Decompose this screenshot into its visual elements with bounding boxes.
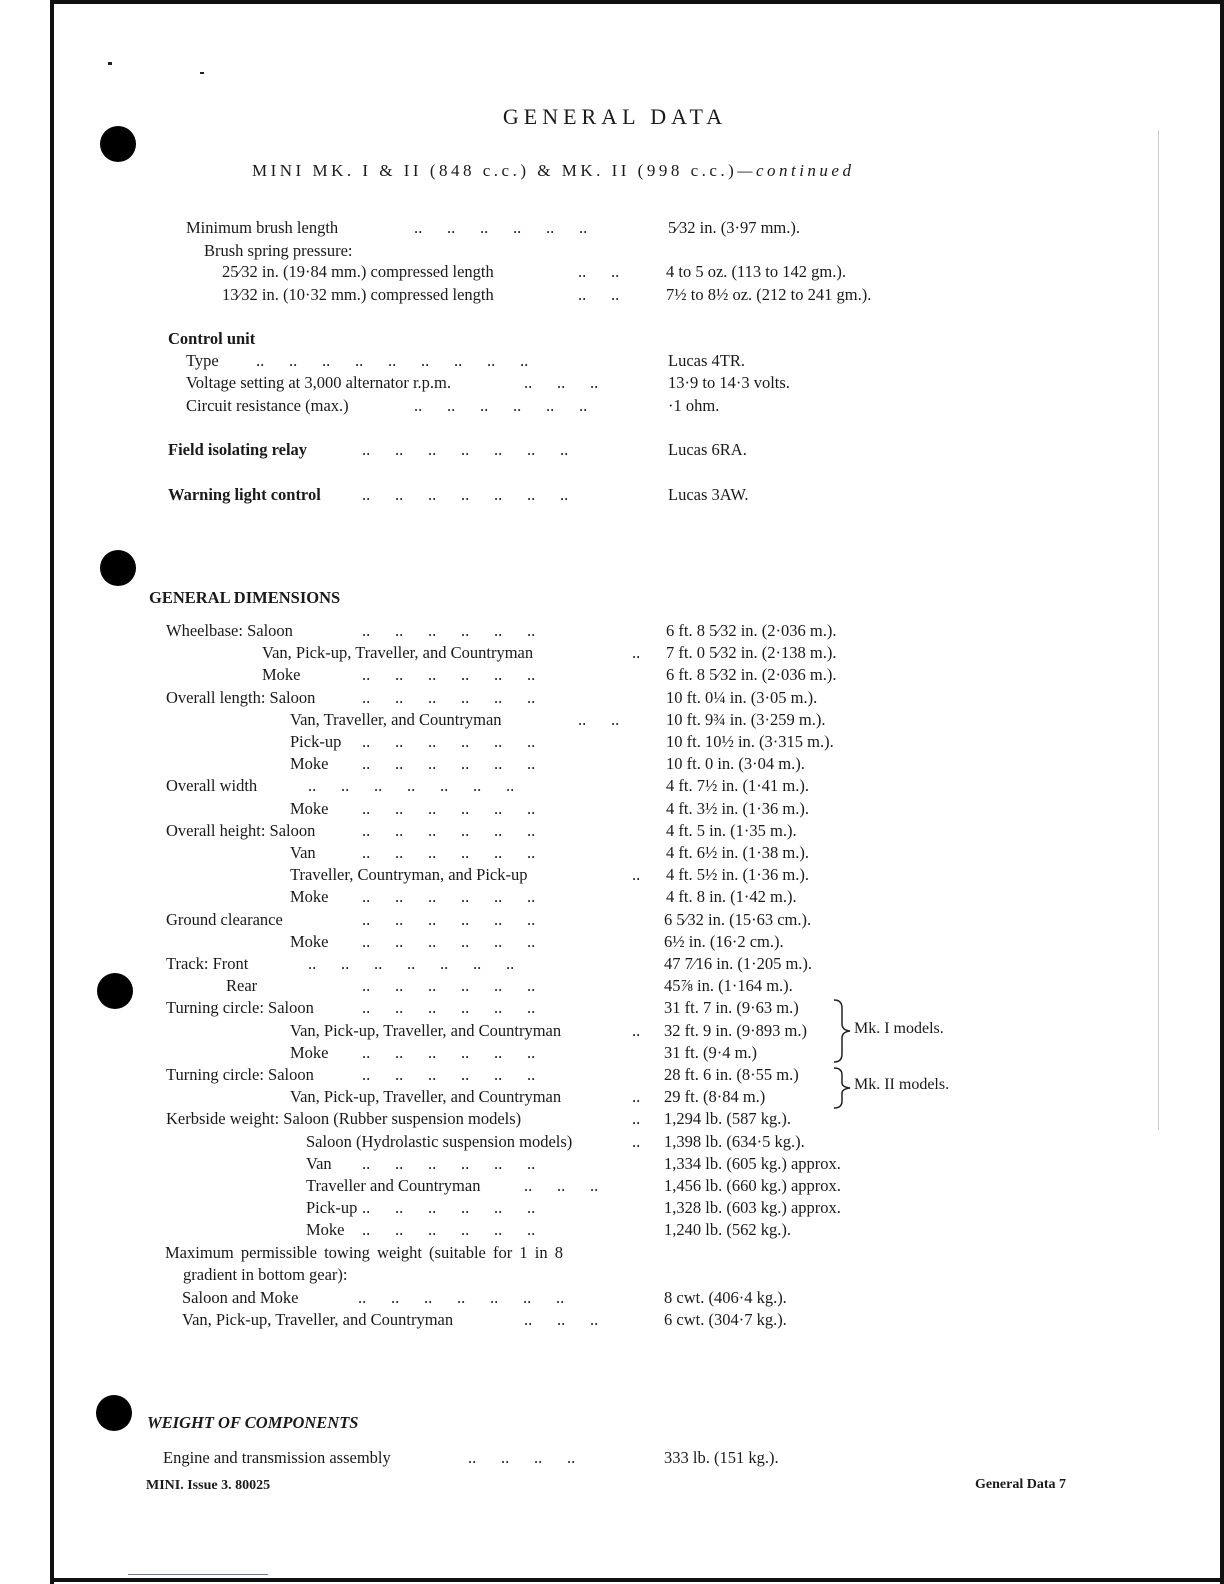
- dimension-label: Pick-up: [290, 732, 342, 751]
- dimension-label: Moke: [290, 1042, 329, 1062]
- dimension-value: 6 ft. 8 5⁄32 in. (2·036 m.).: [666, 665, 837, 685]
- punch-hole: [97, 973, 133, 1009]
- components-heading: WEIGHT OF COMPONENTS: [147, 1413, 359, 1432]
- towing-1-label: Saloon and Moke: [182, 1288, 299, 1307]
- mk1-note: Mk. I models.: [854, 1020, 944, 1037]
- dimension-label: Moke: [306, 1220, 345, 1240]
- dimension-value: 4 ft. 5 in. (1·35 m.).: [666, 820, 797, 840]
- dimension-value: 10 ft. 10½ in. (3·315 m.).: [666, 732, 834, 751]
- leader-dots: .. .. .. .. .. ..: [362, 1153, 536, 1173]
- dimension-value: 6 5⁄32 in. (15·63 cm.).: [664, 909, 812, 929]
- dimension-label: Van, Pick-up, Traveller, and Countryman: [262, 643, 534, 663]
- circuit-resistance-label: Circuit resistance (max.): [186, 396, 349, 415]
- dimension-value: 4 ft. 6½ in. (1·38 m.).: [666, 843, 809, 862]
- voltage-setting-label: Voltage setting at 3,000 alternator r.p.m.: [186, 373, 452, 392]
- towing-line-1: Maximum permissible towing weight (suitable for 1 in 8: [165, 1243, 563, 1262]
- leader-dots: .. .. .. .. .. ..: [362, 843, 536, 862]
- spring-2-value: 7½ to 8½ oz. (212 to 241 gm.).: [666, 285, 872, 304]
- dimension-value: 45⅞ in. (1·164 m.).: [664, 976, 793, 996]
- dimension-label: Van: [290, 843, 316, 862]
- punch-hole: [100, 550, 136, 586]
- leader-dots: .. .. ..: [524, 373, 599, 392]
- page-border-left: [50, 0, 54, 1584]
- scan-line: [128, 1574, 268, 1575]
- leader-dots: .. .. .. .. .. ..: [362, 754, 536, 774]
- page-title: GENERAL DATA: [502, 104, 728, 129]
- dimension-value: 10 ft. 0¼ in. (3·05 m.).: [666, 687, 818, 707]
- leader-dots: .. .. .. .. .. ..: [362, 909, 536, 929]
- dimension-label: Van, Traveller, and Countryman: [290, 709, 502, 729]
- leader-dots: .. .. .. .. .. .. ..: [358, 1288, 565, 1307]
- leader-dots: .. .. ..: [524, 1310, 599, 1329]
- leader-dots: .. .. .. .. .. ..: [362, 798, 536, 818]
- dimensions-heading: GENERAL DIMENSIONS: [149, 588, 341, 607]
- field-relay-label: Field isolating relay: [168, 440, 308, 459]
- leader-dots: .. ..: [578, 262, 620, 281]
- dimension-value: 29 ft. (8·84 m.): [664, 1087, 766, 1107]
- dimension-label: Saloon (Hydrolastic suspension models): [306, 1131, 573, 1151]
- dimension-value: 31 ft. 7 in. (9·63 m.): [664, 998, 799, 1018]
- towing-line-2: gradient in bottom gear):: [183, 1265, 348, 1284]
- dimension-value: 1,456 lb. (660 kg.) approx.: [664, 1176, 841, 1195]
- dimension-label: Moke: [290, 754, 329, 774]
- dimension-value: 4 ft. 5½ in. (1·36 m.).: [666, 865, 809, 885]
- leader-dots: .. .. .. .. .. ..: [362, 998, 536, 1018]
- leader-dots: .. .. .. ..: [468, 1448, 576, 1467]
- dimension-label: Overall width: [166, 776, 258, 796]
- dimension-label: Traveller, Countryman, and Pick-up: [290, 865, 528, 885]
- dimension-value: 1,328 lb. (603 kg.) approx.: [664, 1198, 841, 1218]
- control-type-value: Lucas 4TR.: [668, 351, 745, 370]
- leader-dots: .. ..: [578, 285, 620, 304]
- leader-dots: .. .. .. .. .. .. ..: [362, 440, 569, 459]
- scan-speck: [108, 62, 112, 65]
- control-type-label: Type: [186, 351, 219, 370]
- dimension-value: 1,398 lb. (634·5 kg.).: [664, 1131, 805, 1151]
- towing-2-label: Van, Pick-up, Traveller, and Countryman: [182, 1310, 454, 1329]
- control-unit-heading: Control unit: [168, 329, 256, 348]
- circuit-resistance-value: ·1 ohm.: [668, 396, 720, 415]
- dimension-value: 1,334 lb. (605 kg.) approx.: [664, 1153, 841, 1173]
- dimension-value: 1,294 lb. (587 kg.).: [664, 1109, 791, 1129]
- leader-dots: .. .. .. .. .. ..: [362, 820, 536, 840]
- brush-spring-label: Brush spring pressure:: [204, 241, 353, 260]
- leader-dots: .. .. .. .. .. ..: [362, 1065, 536, 1084]
- leader-dots: .. .. .. .. .. ..: [362, 687, 536, 707]
- dimension-label: Wheelbase: Saloon: [166, 621, 293, 640]
- dimension-label: Kerbside weight: Saloon (Rubber suspension models): [166, 1109, 522, 1129]
- scan-speck: [200, 72, 204, 74]
- leader-dots: .. .. .. .. .. .. ..: [308, 954, 515, 973]
- field-relay-value: Lucas 6RA.: [668, 440, 747, 459]
- dimension-value: 10 ft. 0 in. (3·04 m.).: [666, 754, 805, 774]
- leader-dots: .. ..: [578, 709, 620, 729]
- dimension-value: 28 ft. 6 in. (8·55 m.): [664, 1065, 799, 1084]
- leader-dots: .. .. .. .. .. ..: [362, 621, 536, 640]
- leader-dots: ..: [632, 643, 641, 663]
- footer-issue: MINI. Issue 3. 80025: [146, 1478, 271, 1493]
- dimension-value: 32 ft. 9 in. (9·893 m.): [664, 1020, 807, 1040]
- leader-dots: .. .. .. .. .. ..: [362, 887, 536, 907]
- leader-dots: ..: [632, 1109, 641, 1129]
- dimension-label: Van: [306, 1153, 332, 1173]
- dimension-label: Overall length: Saloon: [166, 687, 316, 707]
- punch-hole: [96, 1395, 132, 1431]
- dimension-label: Turning circle: Saloon: [166, 998, 314, 1018]
- leader-dots: .. .. .. .. .. ..: [362, 1220, 536, 1240]
- towing-1-value: 8 cwt. (406·4 kg.).: [664, 1288, 787, 1307]
- subtitle-continued: —continued: [737, 161, 855, 180]
- leader-dots: .. .. .. .. .. ..: [362, 976, 536, 996]
- subtitle-main: MINI MK. I & II (848 c.c.) & MK. II (998 c.c.): [252, 161, 738, 180]
- leader-dots: .. .. .. .. .. .. .. .. ..: [256, 351, 529, 370]
- dimension-value: 47 7⁄16 in. (1·205 m.).: [664, 954, 813, 973]
- warning-light-label: Warning light control: [168, 485, 321, 504]
- dimension-label: Ground clearance: [166, 909, 283, 929]
- leader-dots: ..: [632, 1020, 641, 1040]
- dimension-value: 4 ft. 8 in. (1·42 m.).: [666, 887, 797, 907]
- dimension-value: 31 ft. (9·4 m.): [664, 1042, 758, 1062]
- towing-2-value: 6 cwt. (304·7 kg.).: [664, 1310, 787, 1329]
- leader-dots: .. .. .. .. .. ..: [362, 1198, 536, 1218]
- dimension-value: 10 ft. 9¾ in. (3·259 m.).: [666, 709, 826, 729]
- dimension-label: Moke: [290, 931, 329, 951]
- spring-2-label: 13⁄32 in. (10·32 mm.) compressed length: [222, 285, 494, 304]
- dimension-label: Pick-up: [306, 1198, 358, 1218]
- page-border-top: [50, 0, 1224, 4]
- dimension-value: 4 ft. 3½ in. (1·36 m.).: [666, 798, 809, 818]
- dimension-label: Overall height: Saloon: [166, 820, 316, 840]
- dimension-label: Moke: [290, 798, 329, 818]
- spring-1-value: 4 to 5 oz. (113 to 142 gm.).: [666, 262, 846, 281]
- dimension-value: 7 ft. 0 5⁄32 in. (2·138 m.).: [666, 643, 837, 663]
- dimension-label: Track: Front: [166, 954, 249, 973]
- leader-dots: .. .. .. .. .. .. ..: [362, 485, 569, 504]
- page-rule: [1158, 130, 1159, 1130]
- min-brush-length-label: Minimum brush length: [186, 218, 339, 237]
- leader-dots: .. .. .. .. .. ..: [362, 931, 536, 951]
- leader-dots: .. .. .. .. .. ..: [362, 732, 536, 751]
- warning-light-value: Lucas 3AW.: [668, 485, 749, 504]
- voltage-setting-value: 13·9 to 14·3 volts.: [668, 373, 790, 392]
- leader-dots: .. .. .. .. .. ..: [362, 1042, 536, 1062]
- min-brush-length-value: 5⁄32 in. (3·97 mm.).: [668, 218, 800, 237]
- leader-dots: .. .. ..: [524, 1176, 599, 1195]
- dimension-label: Moke: [290, 887, 329, 907]
- dimension-label: Van, Pick-up, Traveller, and Countryman: [290, 1020, 562, 1040]
- leader-dots: ..: [632, 865, 641, 885]
- dimension-value: 6 ft. 8 5⁄32 in. (2·036 m.).: [666, 621, 837, 640]
- punch-hole: [100, 126, 136, 162]
- dimension-label: Turning circle: Saloon: [166, 1065, 314, 1084]
- leader-dots: ..: [632, 1131, 641, 1151]
- leader-dots: ..: [632, 1087, 641, 1107]
- page-border-right: [1220, 0, 1224, 1584]
- engine-weight-value: 333 lb. (151 kg.).: [664, 1448, 779, 1467]
- dimension-label: Traveller and Countryman: [306, 1176, 481, 1195]
- leader-dots: .. .. .. .. .. ..: [414, 218, 588, 237]
- leader-dots: .. .. .. .. .. .. ..: [308, 776, 515, 796]
- footer-page-ref: General Data 7: [975, 1477, 1066, 1492]
- dimension-label: Moke: [262, 665, 301, 685]
- dimension-label: Van, Pick-up, Traveller, and Countryman: [290, 1087, 562, 1107]
- mk2-bracket: [832, 1066, 854, 1110]
- engine-weight-label: Engine and transmission assembly: [163, 1448, 391, 1467]
- spring-1-label: 25⁄32 in. (19·84 mm.) compressed length: [222, 262, 494, 281]
- dimension-value: 1,240 lb. (562 kg.).: [664, 1220, 791, 1240]
- dimension-value: 4 ft. 7½ in. (1·41 m.).: [666, 776, 809, 796]
- leader-dots: .. .. .. .. .. ..: [362, 665, 536, 685]
- mk2-note: Mk. II models.: [854, 1076, 950, 1093]
- dimension-label: Rear: [226, 976, 258, 996]
- mk1-bracket: [832, 998, 854, 1064]
- leader-dots: .. .. .. .. .. ..: [414, 396, 588, 415]
- page-subtitle: [252, 161, 854, 181]
- page-border-bottom: [50, 1578, 1224, 1582]
- dimension-value: 6½ in. (16·2 cm.).: [664, 931, 784, 951]
